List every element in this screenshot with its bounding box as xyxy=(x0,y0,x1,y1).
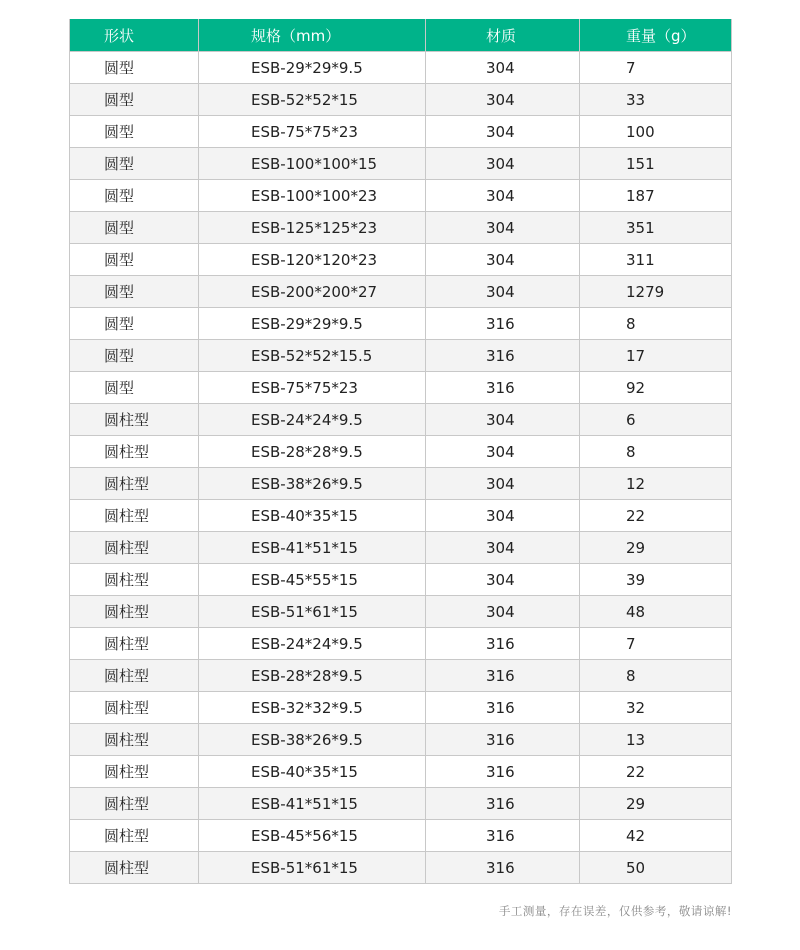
table-row xyxy=(70,660,732,692)
cell-shape: 圆型 xyxy=(70,340,199,372)
table-row xyxy=(70,52,732,84)
cell-shape: 圆型 xyxy=(70,308,199,340)
cell-shape: 圆柱型 xyxy=(70,756,199,788)
cell-spec: ESB-52*52*15 xyxy=(199,84,426,116)
table-row xyxy=(70,404,732,436)
cell-spec: ESB-40*35*15 xyxy=(199,500,426,532)
cell-spec: ESB-29*29*9.5 xyxy=(199,52,426,84)
cell-spec: ESB-38*26*9.5 xyxy=(199,724,426,756)
cell-material: 304 xyxy=(426,596,580,628)
cell-spec: ESB-28*28*9.5 xyxy=(199,436,426,468)
cell-shape: 圆型 xyxy=(70,84,199,116)
cell-weight: 29 xyxy=(580,532,732,564)
cell-weight: 100 xyxy=(580,116,732,148)
cell-material: 304 xyxy=(426,84,580,116)
cell-material: 304 xyxy=(426,116,580,148)
cell-spec: ESB-120*120*23 xyxy=(199,244,426,276)
table-header xyxy=(70,19,732,52)
table-row xyxy=(70,308,732,340)
table-row xyxy=(70,340,732,372)
cell-material: 316 xyxy=(426,372,580,404)
cell-shape: 圆柱型 xyxy=(70,628,199,660)
cell-weight: 22 xyxy=(580,756,732,788)
header-row xyxy=(70,19,732,52)
cell-material: 304 xyxy=(426,404,580,436)
cell-material: 304 xyxy=(426,436,580,468)
table-row xyxy=(70,372,732,404)
table-row xyxy=(70,276,732,308)
table-row xyxy=(70,596,732,628)
cell-material: 304 xyxy=(426,564,580,596)
header-shape: 形状 xyxy=(70,19,199,52)
cell-spec: ESB-45*55*15 xyxy=(199,564,426,596)
table-row xyxy=(70,852,732,884)
table-row xyxy=(70,756,732,788)
cell-material: 304 xyxy=(426,276,580,308)
cell-weight: 22 xyxy=(580,500,732,532)
header-spec: 规格（mm） xyxy=(199,19,426,52)
cell-material: 304 xyxy=(426,212,580,244)
cell-spec: ESB-75*75*23 xyxy=(199,372,426,404)
footnote: 手工测量，存在误差，仅供参考，敬请谅解! xyxy=(498,904,732,918)
cell-spec: ESB-100*100*23 xyxy=(199,180,426,212)
cell-shape: 圆型 xyxy=(70,180,199,212)
cell-weight: 17 xyxy=(580,340,732,372)
cell-weight: 187 xyxy=(580,180,732,212)
cell-spec: ESB-29*29*9.5 xyxy=(199,308,426,340)
table-row xyxy=(70,500,732,532)
cell-spec: ESB-40*35*15 xyxy=(199,756,426,788)
cell-spec: ESB-24*24*9.5 xyxy=(199,404,426,436)
cell-shape: 圆柱型 xyxy=(70,596,199,628)
cell-spec: ESB-51*61*15 xyxy=(199,596,426,628)
cell-material: 316 xyxy=(426,692,580,724)
table-row xyxy=(70,244,732,276)
cell-weight: 12 xyxy=(580,468,732,500)
header-material: 材质 xyxy=(426,19,580,52)
cell-shape: 圆型 xyxy=(70,148,199,180)
cell-material: 304 xyxy=(426,500,580,532)
table-row xyxy=(70,436,732,468)
cell-weight: 39 xyxy=(580,564,732,596)
cell-weight: 351 xyxy=(580,212,732,244)
cell-shape: 圆柱型 xyxy=(70,564,199,596)
cell-shape: 圆型 xyxy=(70,116,199,148)
table-row xyxy=(70,148,732,180)
cell-material: 316 xyxy=(426,756,580,788)
cell-weight: 6 xyxy=(580,404,732,436)
cell-weight: 32 xyxy=(580,692,732,724)
cell-shape: 圆柱型 xyxy=(70,500,199,532)
table-row xyxy=(70,692,732,724)
header-weight: 重量（g） xyxy=(580,19,732,52)
cell-shape: 圆柱型 xyxy=(70,692,199,724)
cell-spec: ESB-52*52*15.5 xyxy=(199,340,426,372)
cell-material: 304 xyxy=(426,52,580,84)
cell-shape: 圆柱型 xyxy=(70,660,199,692)
cell-shape: 圆柱型 xyxy=(70,404,199,436)
table-row xyxy=(70,532,732,564)
cell-weight: 13 xyxy=(580,724,732,756)
cell-weight: 92 xyxy=(580,372,732,404)
cell-weight: 1279 xyxy=(580,276,732,308)
cell-shape: 圆型 xyxy=(70,276,199,308)
table-row xyxy=(70,564,732,596)
cell-material: 304 xyxy=(426,148,580,180)
cell-shape: 圆柱型 xyxy=(70,820,199,852)
cell-weight: 33 xyxy=(580,84,732,116)
table-row xyxy=(70,820,732,852)
cell-shape: 圆型 xyxy=(70,52,199,84)
cell-material: 304 xyxy=(426,532,580,564)
cell-weight: 8 xyxy=(580,308,732,340)
cell-shape: 圆柱型 xyxy=(70,532,199,564)
table-row xyxy=(70,84,732,116)
cell-material: 316 xyxy=(426,340,580,372)
table-row xyxy=(70,116,732,148)
cell-weight: 311 xyxy=(580,244,732,276)
cell-spec: ESB-45*56*15 xyxy=(199,820,426,852)
cell-weight: 151 xyxy=(580,148,732,180)
cell-material: 316 xyxy=(426,820,580,852)
cell-shape: 圆柱型 xyxy=(70,724,199,756)
cell-spec: ESB-28*28*9.5 xyxy=(199,660,426,692)
table-row xyxy=(70,628,732,660)
cell-weight: 48 xyxy=(580,596,732,628)
cell-shape: 圆型 xyxy=(70,244,199,276)
table-body xyxy=(70,52,732,884)
cell-spec: ESB-41*51*15 xyxy=(199,532,426,564)
table-row xyxy=(70,180,732,212)
cell-material: 316 xyxy=(426,308,580,340)
cell-shape: 圆柱型 xyxy=(70,852,199,884)
cell-material: 316 xyxy=(426,724,580,756)
cell-shape: 圆柱型 xyxy=(70,468,199,500)
cell-material: 316 xyxy=(426,660,580,692)
cell-spec: ESB-38*26*9.5 xyxy=(199,468,426,500)
cell-spec: ESB-125*125*23 xyxy=(199,212,426,244)
cell-material: 316 xyxy=(426,628,580,660)
cell-shape: 圆柱型 xyxy=(70,788,199,820)
cell-material: 304 xyxy=(426,180,580,212)
cell-material: 304 xyxy=(426,468,580,500)
cell-weight: 8 xyxy=(580,436,732,468)
cell-material: 316 xyxy=(426,788,580,820)
table-row xyxy=(70,212,732,244)
cell-spec: ESB-200*200*27 xyxy=(199,276,426,308)
cell-spec: ESB-51*61*15 xyxy=(199,852,426,884)
cell-spec: ESB-100*100*15 xyxy=(199,148,426,180)
spec-table xyxy=(69,19,732,884)
cell-spec: ESB-24*24*9.5 xyxy=(199,628,426,660)
cell-material: 316 xyxy=(426,852,580,884)
cell-spec: ESB-41*51*15 xyxy=(199,788,426,820)
cell-weight: 29 xyxy=(580,788,732,820)
cell-shape: 圆型 xyxy=(70,372,199,404)
cell-weight: 50 xyxy=(580,852,732,884)
cell-material: 304 xyxy=(426,244,580,276)
table-row xyxy=(70,468,732,500)
table-row xyxy=(70,788,732,820)
cell-shape: 圆柱型 xyxy=(70,436,199,468)
cell-spec: ESB-75*75*23 xyxy=(199,116,426,148)
cell-weight: 7 xyxy=(580,628,732,660)
table-row xyxy=(70,724,732,756)
cell-spec: ESB-32*32*9.5 xyxy=(199,692,426,724)
cell-weight: 8 xyxy=(580,660,732,692)
cell-weight: 7 xyxy=(580,52,732,84)
cell-weight: 42 xyxy=(580,820,732,852)
cell-shape: 圆型 xyxy=(70,212,199,244)
